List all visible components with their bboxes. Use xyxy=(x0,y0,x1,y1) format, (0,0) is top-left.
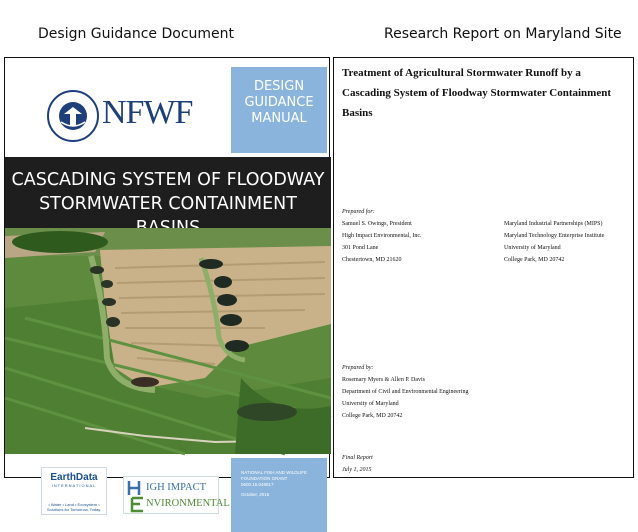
report-title xyxy=(342,63,632,123)
aerial-photo xyxy=(5,228,331,454)
client-line: High Impact Environmental, Inc. xyxy=(342,233,422,239)
manual-line: GUIDANCE xyxy=(244,95,314,110)
partner-line: University of Maryland xyxy=(504,245,561,251)
author-line: Rosemary Myers & Allen P. Davis xyxy=(342,377,425,383)
manual-line: MANUAL xyxy=(251,111,307,126)
final-report-date: July 1, 2015 xyxy=(342,467,372,473)
high-impact-environmental-logo xyxy=(123,476,230,514)
client-line: Samuel S. Owings, President xyxy=(342,221,412,227)
research-report-title-page xyxy=(333,57,634,478)
grant-line: NATIONAL FISH AND WILDLIFE xyxy=(241,470,308,475)
grant-date: October, 2016 xyxy=(241,492,270,497)
hie-line-two: NVIRONMENTAL xyxy=(146,498,230,509)
manual-line: DESIGN xyxy=(253,79,305,94)
earthdata-name: EarthData xyxy=(50,472,98,483)
cover-title-line: STORMWATER CONTAINMENT xyxy=(39,194,297,214)
author-line: Department of Civil and Environmental Engineering xyxy=(342,389,469,395)
author-line: University of Maryland xyxy=(342,401,399,407)
final-report-block xyxy=(342,452,542,476)
nfwf-wordmark: NFWF xyxy=(102,94,193,131)
earthdata-logo xyxy=(41,467,107,515)
earthdata-tagline xyxy=(42,502,106,512)
earthdata-subtitle: INTERNATIONAL xyxy=(51,483,97,488)
prepared-by-block xyxy=(342,362,582,422)
design-guidance-manual-box xyxy=(231,67,327,153)
hie-line-one: IGH IMPACT xyxy=(146,482,206,493)
prepared-by-label: Prepared by: xyxy=(342,365,374,371)
client-line: Chestertown, MD 21620 xyxy=(342,257,402,263)
earthdata-tagline-line: • Water • Land • Ecosystem • xyxy=(48,502,100,507)
report-title-line: Cascading System of Floodway Stormwater Containment xyxy=(342,87,611,99)
partner-line: Maryland Technology Enterprise Institute xyxy=(504,233,605,239)
nfwf-seal-logo xyxy=(47,90,99,142)
prepared-for-label: Prepared for: xyxy=(342,209,375,215)
design-guidance-cover xyxy=(4,57,330,512)
caption-design-guidance: Design Guidance Document xyxy=(38,26,235,42)
client-line: 301 Pond Lane xyxy=(342,245,379,251)
report-title-line: Basins xyxy=(342,107,373,119)
hie-monogram-icon xyxy=(126,479,146,513)
partner-block xyxy=(504,218,634,266)
author-line: College Park, MD 20742 xyxy=(342,413,403,419)
caption-research-report: Research Report on Maryland Site xyxy=(384,26,622,42)
grant-number: 0600.15.048817 xyxy=(241,482,274,487)
grant-line: FOUNDATION GRANT xyxy=(241,476,288,481)
cover-title-line: CASCADING SYSTEM OF FLOODWAY xyxy=(11,170,325,190)
cover-title-band xyxy=(5,157,331,228)
report-title-line: Treatment of Agricultural Stormwater Runoff by a xyxy=(342,67,581,79)
partner-line: Maryland Industrial Partnerships (MIPS) xyxy=(504,221,603,227)
prepared-for-block xyxy=(342,206,492,266)
partner-line: College Park, MD 20742 xyxy=(504,257,565,263)
grant-info-box xyxy=(231,458,327,532)
earthdata-tagline-line: Solutions for Tomorrow, Today. xyxy=(46,507,102,512)
final-report-label: Final Report xyxy=(342,455,373,461)
